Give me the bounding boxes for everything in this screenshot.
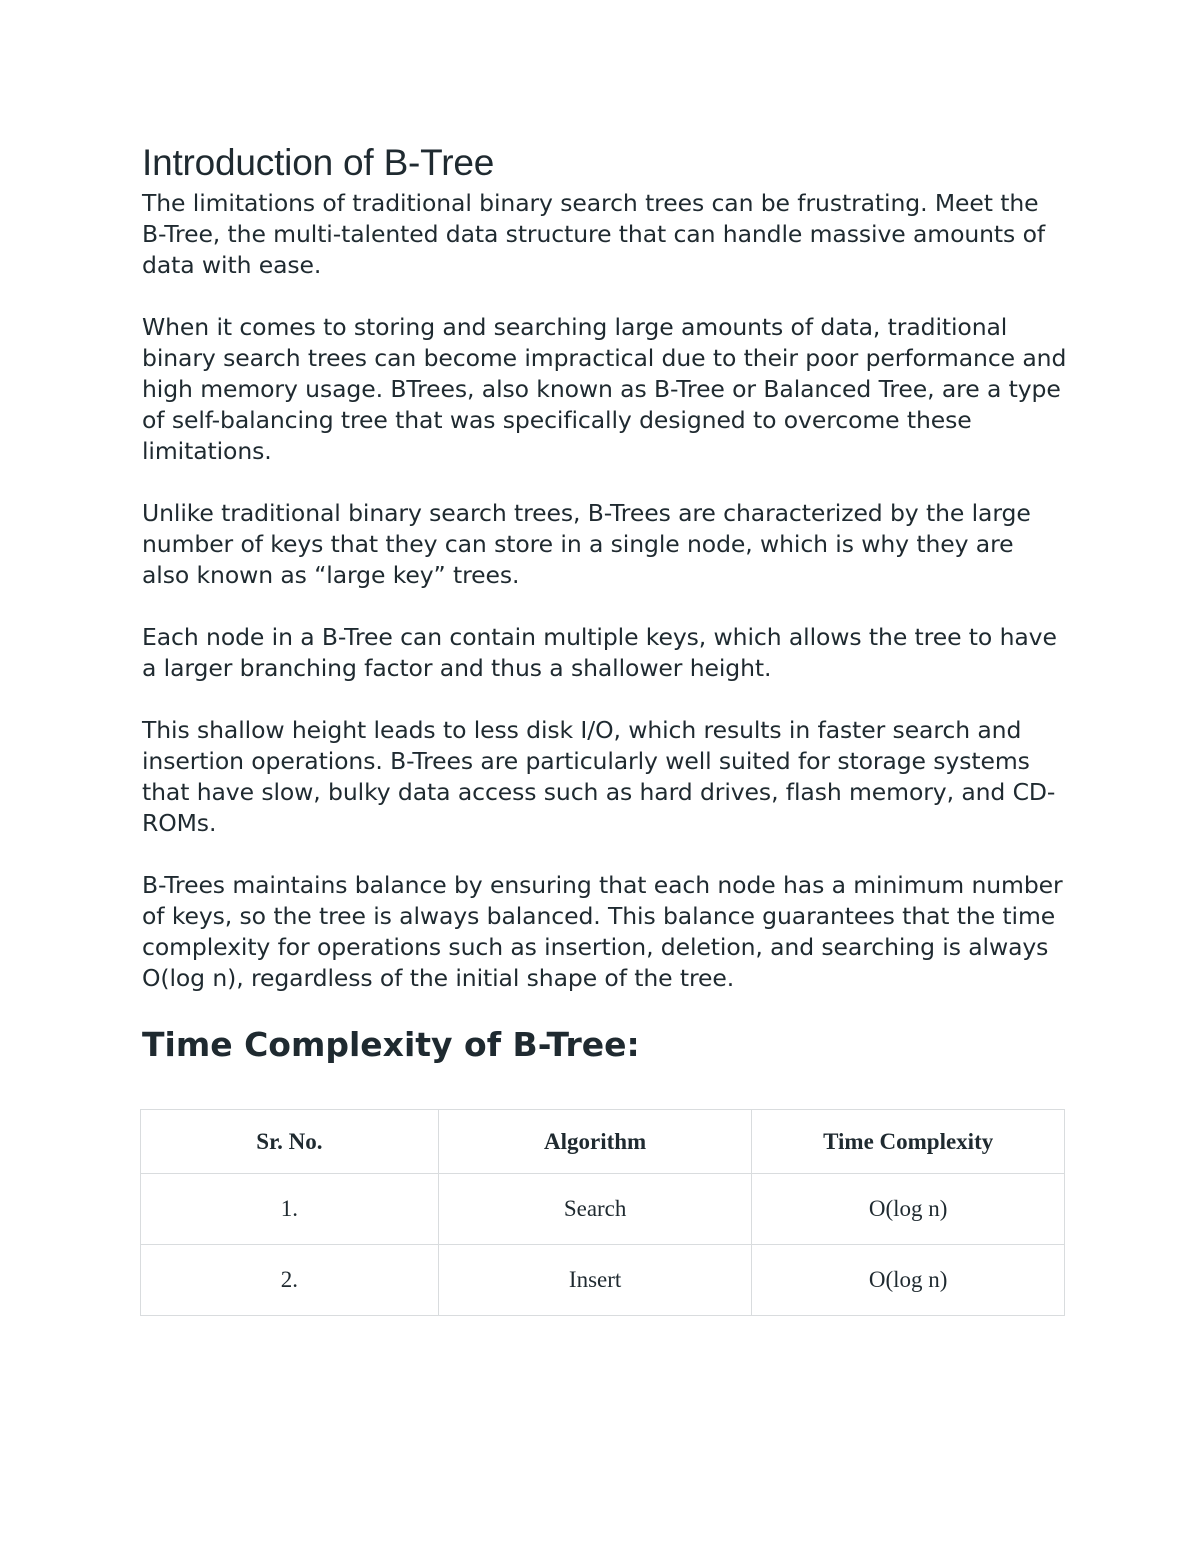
- disk-io-paragraph: This shallow height leads to less disk I/O, which results in faster search and insertion operations. B-Trees are particularly well suited for storage systems that have slow, bulky data access such as hard drives, flash memory, and CD-ROMs.: [142, 716, 1056, 837]
- node-keys-paragraph: Each node in a B-Tree can contain multiple keys, which allows the tree to have a larger branching factor and thus a shallower height.: [142, 623, 1057, 682]
- cell-algorithm: Search: [438, 1174, 751, 1245]
- time-complexity-table: [140, 1109, 1065, 1316]
- balance-paragraph: B-Trees maintains balance by ensuring that each node has a minimum number of keys, so the tree is always balanced. This balance guarantees that the time complexity for operations such as insertion, deletion, and searching is always O(log n), regardless of the initial shape of the tree.: [142, 871, 1063, 992]
- large-key-paragraph: Unlike traditional binary search trees, B-Trees are characterized by the large number of keys that they can store in a single node, which is why they are also known as “large key” trees.: [142, 499, 1031, 589]
- cell-sr-no: 1.: [141, 1174, 439, 1245]
- document-title: Introduction of B-Tree: [142, 142, 495, 183]
- table-row: [141, 1174, 1065, 1245]
- section-heading: Time Complexity of B-Tree:: [142, 1025, 640, 1064]
- storage-paragraph: When it comes to storing and searching large amounts of data, traditional binary search trees can become impractical due to their poor performance and high memory usage. BTrees, also known as B-Tree or Balanced Tree, are a type of self-balancing tree that was specifically designed to overcome these limitations.: [142, 313, 1067, 465]
- table-row: [141, 1245, 1065, 1316]
- table-header-row: [141, 1110, 1065, 1174]
- cell-time-complexity: O(log n): [752, 1174, 1065, 1245]
- document-body: [142, 140, 1067, 1316]
- cell-time-complexity: O(log n): [752, 1245, 1065, 1316]
- intro-paragraph: The limitations of traditional binary search trees can be frustrating. Meet the B-Tree, the multi-talented data structure that can handle massive amounts of data with ease.: [142, 189, 1046, 279]
- cell-sr-no: 2.: [141, 1245, 439, 1316]
- header-algorithm: Algorithm: [438, 1110, 751, 1174]
- header-time-complexity: Time Complexity: [752, 1110, 1065, 1174]
- cell-algorithm: Insert: [438, 1245, 751, 1316]
- header-sr-no: Sr. No.: [141, 1110, 439, 1174]
